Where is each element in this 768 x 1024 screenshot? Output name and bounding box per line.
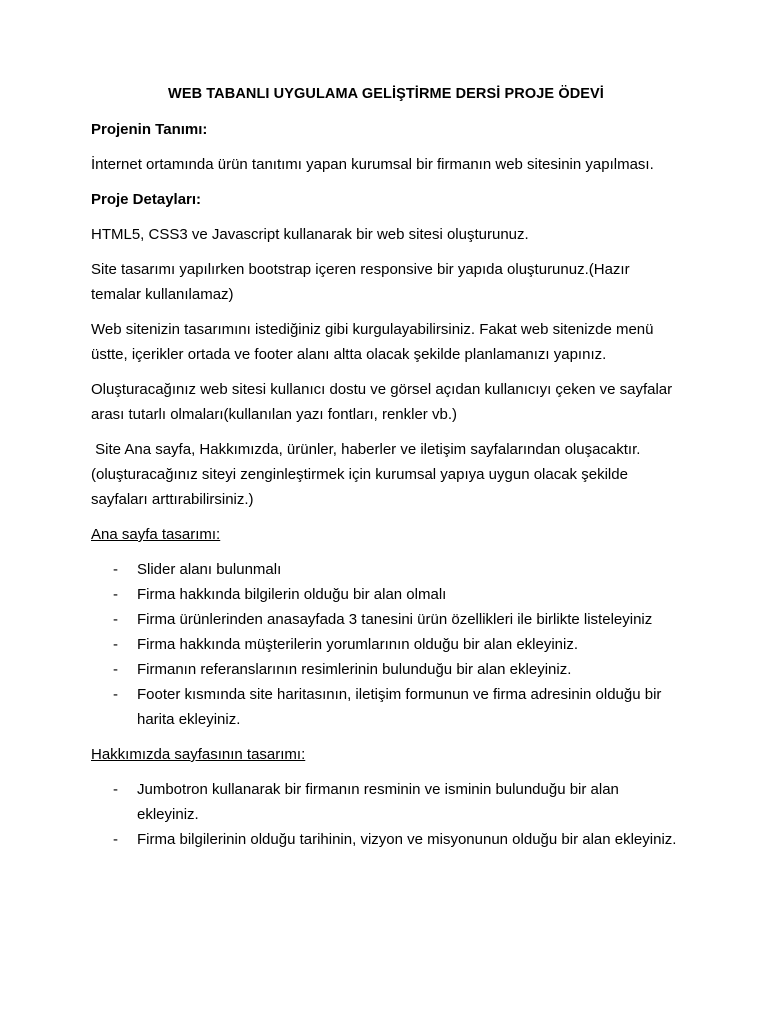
dash-marker: - xyxy=(113,636,118,653)
dash-marker: - xyxy=(113,781,118,798)
dash-marker: - xyxy=(113,831,118,848)
home-section-list xyxy=(91,557,681,732)
list-item xyxy=(91,632,681,657)
list-item-text: Footer kısmında site haritasının, iletişim formunun ve firma adresinin olduğu bir harita ekleyiniz. xyxy=(137,686,662,728)
list-item xyxy=(91,682,681,732)
paragraph: Site tasarımı yapılırken bootstrap içeren responsive bir yapıda oluşturunuz.(Hazır temalar kullanılamaz) xyxy=(91,261,630,303)
document-page xyxy=(91,82,681,862)
list-item xyxy=(91,777,681,827)
document-title: WEB TABANLI UYGULAMA GELİŞTİRME DERSİ PROJE ÖDEVİ xyxy=(168,86,604,102)
about-section-list xyxy=(91,777,681,852)
list-item xyxy=(91,657,681,682)
list-item xyxy=(91,607,681,632)
dash-marker: - xyxy=(113,586,118,603)
paragraph: Web sitenizin tasarımını istediğiniz gibi kurgulayabilirsiniz. Fakat web sitenizde menü üstte, içerikler ortada ve footer alanı altta olacak şekilde planlamanızı yapınız. xyxy=(91,321,654,363)
list-item-text: Slider alanı bulunmalı xyxy=(137,561,282,578)
project-definition-text: İnternet ortamında ürün tanıtımı yapan kurumsal bir firmanın web sitesinin yapılması. xyxy=(91,156,654,173)
list-item-text: Firma ürünlerinden anasayfada 3 tanesini ürün özellikleri ile birlikte listeleyiniz xyxy=(137,611,653,628)
list-item-text: Firma bilgilerinin olduğu tarihinin, vizyon ve misyonunun olduğu bir alan ekleyiniz. xyxy=(137,831,677,848)
dash-marker: - xyxy=(113,611,118,628)
list-item xyxy=(91,827,681,852)
dash-marker: - xyxy=(113,686,118,703)
list-item-text: Firma hakkında bilgilerin olduğu bir alan olmalı xyxy=(137,586,447,603)
paragraph: HTML5, CSS3 ve Javascript kullanarak bir web sitesi oluşturunuz. xyxy=(91,226,529,243)
about-section-title: Hakkımızda sayfasının tasarımı: xyxy=(91,746,306,763)
paragraph: Oluşturacağınız web sitesi kullanıcı dostu ve görsel açıdan kullanıcıyı çeken ve sayfalar arası tutarlı olmaları(kullanılan yazı fontları, renkler vb.) xyxy=(91,381,673,423)
project-definition-heading: Projenin Tanımı: xyxy=(91,121,208,138)
list-item-text: Firma hakkında müşterilerin yorumlarının olduğu bir alan ekleyiniz. xyxy=(137,636,579,653)
list-item-text: Jumbotron kullanarak bir firmanın resminin ve isminin bulunduğu bir alan ekleyiniz. xyxy=(137,781,619,823)
list-item xyxy=(91,582,681,607)
dash-marker: - xyxy=(113,661,118,678)
dash-marker: - xyxy=(113,561,118,578)
paragraph: Site Ana sayfa, Hakkımızda, ürünler, haberler ve iletişim sayfalarından oluşacaktır. (oluşturacağınız siteyi zenginleştirmek için kurumsal yapıya uygun olacak şekilde sayfaları arttırabilirsiniz.) xyxy=(91,441,645,508)
home-section-title: Ana sayfa tasarımı: xyxy=(91,526,221,543)
list-item-text: Firmanın referanslarının resimlerinin bulunduğu bir alan ekleyiniz. xyxy=(137,661,572,678)
list-item xyxy=(91,557,681,582)
project-details-heading: Proje Detayları: xyxy=(91,191,202,208)
